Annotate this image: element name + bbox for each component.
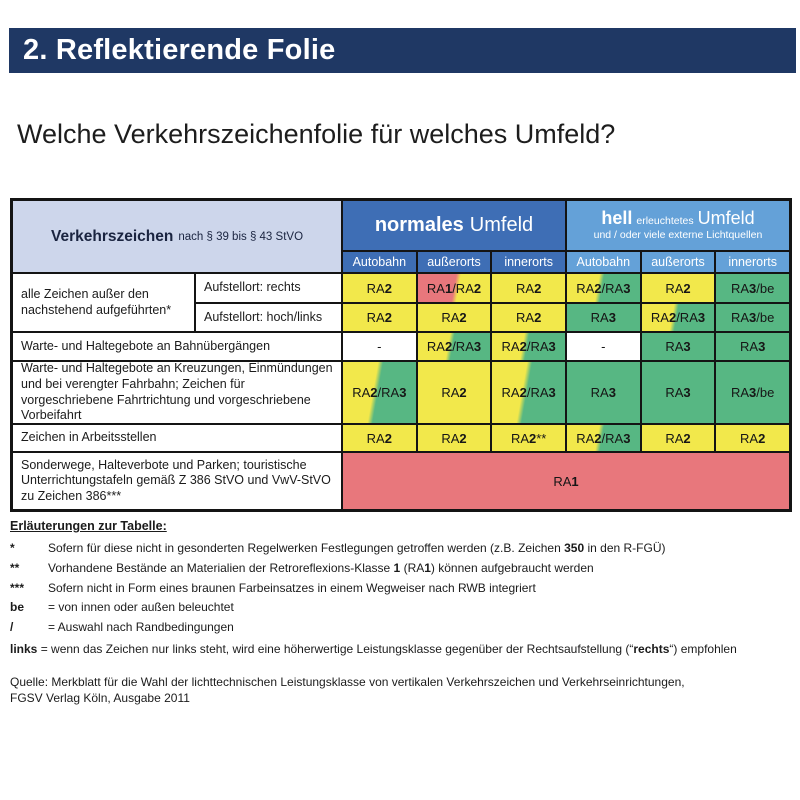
cell-r1c1: RA 2 [343,274,416,302]
cell-r2c3: RA 2 [492,304,565,331]
page-header-bar [9,28,796,73]
cell-r5c1: RA 2 [343,425,416,451]
cell-r4c2: RA 2 [418,362,491,423]
cell-r5c5: RA 2 [642,425,715,451]
note-item: ** Vorhandene Bestände an Materialien der Retroreflexions-Klasse 1 (RA1) können aufgebraucht werden [10,560,594,575]
row-label-arbeitsstellen: Zeichen in Arbeitsstellen [13,425,341,451]
note-item-links: links = wenn das Zeichen nur links steht, wird eine höherwertige Leistungsklasse gegenüber der Rechtsaufstellung (“rechts“) empfohlen [10,641,737,656]
notes-heading: Erläuterungen zur Tabelle: [10,519,167,533]
note-item: * Sofern für diese nicht in gesonderten Regelwerken Festlegungen getroffen werden (z.B. Zeichen 350 in den R-FGÜ) [10,541,666,555]
cell-r5c4: RA 2 /RA 3 [567,425,640,451]
note-item: *** Sofern nicht in Form eines braunen Farbeinsatzes in einem Wegweiser nach RWB integriert [10,580,536,595]
subheader-ausserorts-normal: außerorts [418,252,491,272]
cell-r4c1: RA 2 /RA 3 [343,362,416,423]
note-item: / = Auswahl nach Randbedingungen [10,620,234,635]
cell-r2c5: RA 2 /RA 3 [642,304,715,331]
corner-title: Verkehrszeichen [50,227,174,245]
corner-header [13,201,341,272]
group-header-normal: normales Umfeld [343,201,565,250]
cell-r1c6: RA 3 /be [716,274,789,302]
row-label-kreuzungen: Warte- und Haltegebote an Kreuzungen, Einmündungen und bei verengter Fahrbahn; Zeichen für vorgeschriebene Fahrtrichtung und vorgeschriebene Vorbeifahrt [13,362,341,423]
subheader-autobahn-normal: Autobahn [343,252,416,272]
cell-r1c4: RA 2 /RA 3 [567,274,640,302]
row-label-bahnuebergaenge: Warte- und Haltegebote an Bahnübergängen [13,333,341,360]
note-item: be = von innen oder außen beleuchtet [10,600,234,615]
subheader-autobahn-hell: Autobahn [567,252,640,272]
row-label-sonderwege: Sonderwege, Halteverbote und Parken; touristische Unterrichtungstafeln gemäß Z 386 StVO und VwV-StVO zu Zeichen 386*** [13,453,341,509]
cell-r1c3: RA 2 [492,274,565,302]
cell-r3c5: RA 3 [642,333,715,360]
source-reference [10,674,792,706]
cell-r1c5: RA 2 [642,274,715,302]
subheader-innerorts-hell: innerorts [716,252,789,272]
cell-r2c2: RA 2 [418,304,491,331]
row-label-alle-zeichen: alle Zeichen außer den nachstehend aufgeführten* [13,274,194,331]
cell-r3c6: RA 3 [716,333,789,360]
cell-r4c6: RA 3 /be [716,362,789,423]
cell-r5c3: RA 2 ** [492,425,565,451]
cell-r4c5: RA 3 [642,362,715,423]
foil-selection-table [10,198,792,512]
page-title: 2. Reflektierende Folie [23,34,336,66]
cell-r6-span: RA 1 [343,453,789,509]
table-notes [10,519,792,706]
cell-r5c6: RA 2 [716,425,789,451]
cell-r3c2: RA 2 /RA 3 [418,333,491,360]
cell-r3c3: RA 2 /RA 3 [492,333,565,360]
cell-r3c1: - [343,333,416,360]
row-sublabel-rechts: Aufstellort: rechts [196,274,341,302]
cell-r4c3: RA 2 /RA 3 [492,362,565,423]
cell-r4c4: RA 3 [567,362,640,423]
cell-r2c6: RA 3 /be [716,304,789,331]
cell-r2c1: RA 2 [343,304,416,331]
cell-r1c2: RA 1 /RA 2 [418,274,491,302]
corner-subtitle: nach § 39 bis § 43 StVO [178,230,304,243]
cell-r3c4: - [567,333,640,360]
source-line-1: Quelle: Merkblatt für die Wahl der lichttechnischen Leistungsklasse von vertikalen Verkehrszeichen und Verkehrseinrichtungen, [10,674,685,689]
headline: Welche Verkehrszeichenfolie für welches Umfeld? [17,119,616,149]
cell-r5c2: RA 2 [418,425,491,451]
group-header-hell: hell erleuchtetes Umfeld und / oder viele externe Lichtquellen [567,201,789,250]
source-line-2: FGSV Verlag Köln, Ausgabe 2011 [10,690,190,705]
cell-r2c4: RA 3 [567,304,640,331]
row-sublabel-hochlinks: Aufstellort: hoch/links [196,304,341,331]
subheader-innerorts-normal: innerorts [492,252,565,272]
subheader-ausserorts-hell: außerorts [642,252,715,272]
